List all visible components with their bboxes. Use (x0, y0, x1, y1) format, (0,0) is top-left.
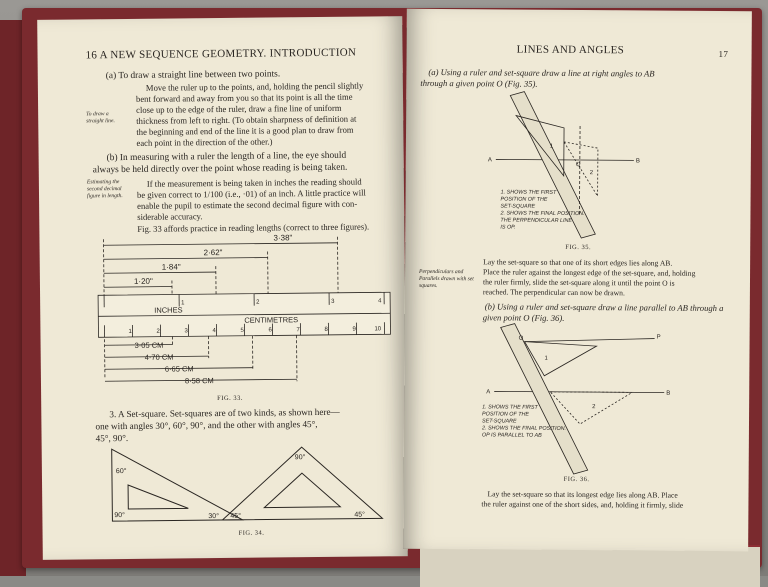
point-label: B (636, 158, 640, 164)
set-square-line: one with angles 30°, 60°, 90°, and the other with angles 45°, (95, 419, 317, 432)
inch-reading: 2·62" (204, 248, 223, 257)
cm-tick-label: 8 (324, 327, 328, 333)
cm-tick-label: 5 (240, 328, 244, 334)
para-b-small: enable the pupil to estimate the second decimal figure with con- (137, 199, 357, 212)
inch-reading: 1·20" (134, 277, 153, 286)
side-note-b: Estimating the second decimal figure in length. (87, 179, 127, 200)
ruler-inches-label: INCHES (154, 305, 182, 314)
cm-tick-label: 10 (374, 326, 381, 332)
fig36-note: 2. SHOWS THE FINAL POSITION. (482, 425, 566, 433)
page-number: 17 (719, 49, 729, 59)
left-page (37, 16, 408, 560)
cm-tick-label: 3 (184, 328, 188, 334)
fig36-note: 1. SHOWS THE FIRST (482, 404, 566, 412)
fig35-note: IS OP. (500, 224, 584, 232)
para-a-line: each point in the direction of the other.) (136, 136, 272, 148)
para-b-line: always be held directly over the point whose reading is being taken. (93, 163, 348, 177)
cm-tick-label: 6 (268, 327, 272, 333)
fig36-notes (482, 404, 566, 440)
left-page-header: 16 A NEW SEQUENCE GEOMETRY. INTRODUCTION (85, 47, 356, 62)
fig35-note: 2. SHOWS THE FINAL POSITION. (500, 210, 584, 218)
angle-label: 30° (208, 512, 219, 520)
para-b-small: If the measurement is being taken in inches the reading should (147, 177, 362, 190)
fig35-note: SET-SQUARE (500, 203, 584, 211)
cm-reading: 3·05 CM (135, 341, 164, 350)
fig36-text: the ruler against one of the short sides, and, holding it firmly, slide (481, 499, 683, 510)
angle-label: 90° (114, 511, 125, 519)
fig35-note: 1. SHOWS THE FIRST (501, 189, 585, 197)
para-a-line: the beginning and end of the line it is a good plan to draw from (136, 125, 353, 138)
line-ab (496, 159, 634, 160)
set-square-line: 45°, 90°. (96, 433, 129, 444)
para-a-line: bent forward and away from you so that its point is all the time (136, 92, 353, 105)
cm-tick-label: 1 (128, 329, 132, 335)
cm-tick-label: 7 (296, 327, 300, 333)
fig34-caption: FIG. 34. (239, 530, 265, 537)
ruler-shape (500, 323, 589, 474)
set-square-inner-cutout (264, 473, 340, 508)
ruler-cm-label: CENTIMETRES (244, 315, 298, 325)
point-label: B (666, 391, 670, 397)
cm-reading: 4·70 CM (145, 353, 174, 362)
fig35-text: Lay the set-square so that one of its short edges lies along AB. (483, 257, 672, 268)
cm-tick-label: 4 (212, 328, 216, 334)
inch-tick-label: 1 (181, 300, 185, 306)
para-b-line: given point O (Fig. 36). (483, 312, 565, 324)
fig36-note: OP IS PARALLEL TO AB (482, 432, 566, 440)
cm-reading: 8·58 CM (185, 376, 214, 385)
cm-tick-label: 9 (352, 327, 356, 333)
point-label: O (576, 162, 581, 168)
inch-dimension-line (104, 287, 172, 288)
cm-tick-label: 2 (156, 329, 160, 335)
para-b-line: (b) Using a ruler and set-square draw a line parallel to AB through a (485, 301, 724, 314)
angle-label: 45° (354, 511, 365, 519)
set-square-30-60-90 (112, 448, 243, 521)
angle-label: 90° (295, 453, 306, 461)
guide-line (337, 237, 338, 293)
side-note-a: To draw a straight line. (86, 111, 126, 125)
fig36-text: Lay the set-square so that its longest edge lies along AB. Place (487, 489, 677, 500)
cm-reading: 6·65 CM (165, 364, 194, 373)
fig36-parallel-diagram (484, 319, 735, 481)
angle-label: 60° (116, 467, 127, 475)
side-note-perpendiculars: Perpendiculars and Parallels drawn with set squares. (419, 269, 475, 290)
fig35-note: POSITION OF THE (501, 196, 585, 204)
inch-dimension-line (104, 272, 216, 273)
position-label: 2 (592, 404, 596, 410)
para-a-line: thickness from left to right. (To obtain sharpness of definition at (136, 114, 356, 127)
line-op (525, 338, 655, 343)
fig36-note: POSITION OF THE (482, 411, 566, 419)
adjacent-book-bottom (420, 545, 760, 587)
para-a-line: through a given point O (Fig. 35). (420, 78, 537, 90)
fig35-text: Place the ruler against the longest edge of the set-square, and, holding (483, 267, 695, 278)
para-a-title: (a) To draw a straight line between two points. (106, 69, 280, 82)
point-label: A (488, 157, 492, 163)
fig33-ruler-diagram (83, 228, 405, 391)
para-a-line: close up to the edge of the ruler, draw a fine line of uniform (136, 103, 341, 116)
fig36-caption: FIG. 36. (564, 476, 590, 483)
para-a-line: Move the ruler up to the points, and, holding the pencil slightly (146, 81, 364, 94)
para-a-line: (a) Using a ruler and set-square draw a line at right angles to AB (428, 67, 654, 80)
right-page-header: LINES AND ANGLES (517, 44, 625, 57)
position-label: 1 (544, 356, 548, 362)
inch-dimension-line (104, 243, 338, 245)
point-label: O (519, 336, 524, 342)
fig35-note: THE PERPENDICULAR LINE (500, 217, 584, 225)
fig34-set-squares (92, 436, 403, 529)
angle-label: 45° (230, 512, 241, 520)
inch-tick-label: 3 (331, 299, 335, 305)
position-label: 2 (590, 170, 594, 176)
fig36-note: SET-SQUARE (482, 418, 566, 426)
inch-tick-label: 2 (256, 300, 260, 306)
right-page (403, 9, 752, 551)
set-square-inner-cutout (128, 484, 188, 509)
inch-tick-label: 4 (378, 298, 382, 304)
fig35-text: the ruler firmly, slide the set-square along it until the point O is (483, 277, 675, 288)
point-label: P (657, 335, 661, 341)
fig33-intro: Fig. 33 affords practice in reading lengths (correct to three figures). (137, 221, 369, 234)
fig35-notes (500, 189, 584, 232)
para-b-small: siderable accuracy. (137, 211, 202, 223)
para-b-line: (b) In measuring with a ruler the length of a line, the eye should (107, 151, 347, 165)
fig35-text: reached. The perpendicular can now be drawn. (483, 287, 625, 297)
inch-reading: 3·38" (273, 233, 292, 242)
para-b-small: be given correct to 1/100 (i.e., ·01) of an inch. A little practice will (137, 187, 366, 200)
position-label: 1 (550, 144, 554, 150)
fig35-caption: FIG. 35. (565, 244, 591, 251)
inch-reading: 1·84" (162, 262, 181, 271)
fig33-caption: FIG. 33. (217, 395, 243, 402)
inch-dimension-line (104, 258, 268, 260)
set-square-line: 3. A Set-square. Set-squares are of two kinds, as shown here— (109, 407, 340, 420)
point-label: A (486, 389, 490, 395)
